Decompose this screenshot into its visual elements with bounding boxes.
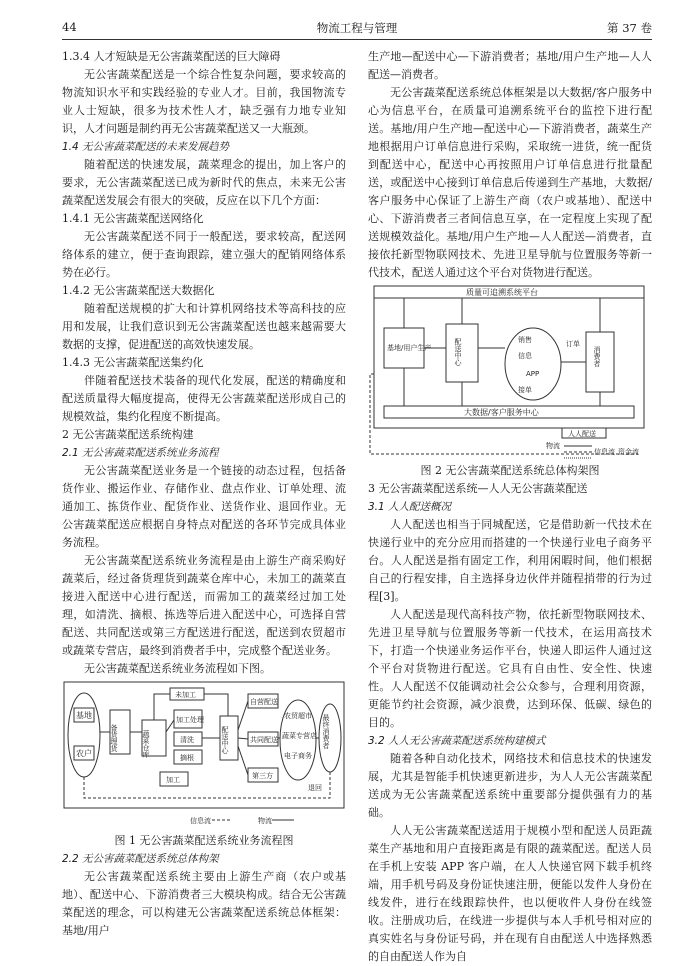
fig1-specialty-label: 蔬菜专营店: [282, 732, 317, 740]
figure-1-diagram: [62, 680, 346, 830]
section-3-1-text-1: 人人配送也相当于同城配送，它是借助新一代技术在快递行业中的充分应用而搭建的一个快递行业电子商务平台。人人配送是指有固定工作，利用闲暇时间，他们根据自己的行程安排，自主选择身边伙伴并随程捎带的行为过程[3]。: [368, 518, 652, 603]
fig2-app-label: APP: [526, 370, 540, 378]
fig1-farmers-market-label: 农贸超市: [284, 712, 312, 720]
fig2-info-label: 信息: [518, 352, 532, 360]
running-header: [62, 20, 652, 36]
figure-1-caption: 图 1 无公害蔬菜配送系统业务流程图: [114, 834, 294, 847]
fig1-base-label: 基地: [76, 711, 92, 720]
figure-2: [368, 284, 652, 480]
section-2-1-text-1: 无公害蔬菜配送业务是一个链接的动态过程，包括备货作业、搬运作业、存储作业、盘点作业、订单处理、流通加工、拣货作业、配货作业、送货作业、退回作业。无公害蔬菜配送应根据自身特点对配送的各环节完成具体业务流程。: [62, 464, 346, 549]
section-1-4-3-title: 1.4.3 无公害蔬菜配送集约化: [62, 356, 204, 369]
section-2-2-title: 2.2 无公害蔬菜配送系统总体构架: [62, 853, 219, 865]
section-3-title: 3 无公害蔬菜配送系统—人人无公害蔬菜配送: [368, 482, 588, 495]
fig2-people-label: 人人配送: [568, 430, 596, 438]
fig1-stock-label: 备货理货: [110, 724, 118, 752]
left-column: [62, 48, 346, 940]
fig1-processed-label: 加工: [166, 776, 180, 784]
fig1-common-label: 共同配送: [250, 736, 278, 744]
fig2-center-ellipse: [505, 328, 561, 400]
fig2-consumer-label: 消费者: [593, 346, 601, 367]
fig1-arrow-3: [166, 720, 174, 732]
fig1-process-label: 加工处理: [176, 716, 204, 724]
fig2-top-label: 质量可追溯系统平台: [466, 288, 538, 297]
fig1-ecommerce-label: 电子商务: [284, 752, 312, 760]
fig2-base-label: 基地/用户生产: [387, 344, 432, 352]
figure-2-diagram: [368, 284, 652, 460]
fig1-self-op-label: 自营配送: [250, 698, 278, 706]
fig1-legend-info: 信息流: [190, 817, 211, 825]
fig2-legend-info: 信息流: [594, 448, 615, 456]
fig1-arrow-9: [238, 746, 248, 775]
fig2-order-label: 订单: [566, 340, 580, 348]
section-2-2-text-2: 无公害蔬菜配送系统总体框架是以大数据/客户服务中心为信息平台，在质量可追溯系统平台的监控下进行配送。基地/用户生产地—配送中心—下游消费者，蔬菜生产地根据用户订单信息进行采购，采取统一进货，统一配货到配送中心，配送中心再按照用户订单信息进行批量配送，或配送中心接到订单信息后传递到生产基地，大数据/客户服务中心保证了上游生产商（农户或基地）、配送中心、下游消费者三者间信息互享，在一定程度上实现了配送规模效益化。基地/用户生产地—人人配送—消费者，直接依托新型物联网技术、先进卫星导航与位置服务等新一代技术，配送人通过这个平台对货物进行配送。: [368, 86, 652, 279]
section-3-1-text-2: 人人配送是现代高科技产物，依托新型物联网技术、先进卫星导航与位置服务等新一代技术，在运用高技术下，打造一个快递业务运作平台，快递人即运件人通过这个平台对货物进行配送。它具有自由性、安全性、快速性。人人配送不仅能调动社会公众参与，合理利用资源，更能节约社会资源，减少浪费，达到环保、低碳、绿色的目的。: [368, 608, 652, 729]
section-2-1-text-2: 无公害蔬菜配送系统业务流程是由上游生产商采购好蔬菜后，经过备货理货到蔬菜仓库中心，未加工的蔬菜直接进入配送中心进行配送，而需加工的蔬菜经过加工处理，如清洗、摘根、拣选等后进入配送中心，可选择自营配送、共同配送或第三方配送进行配送，配送到农贸超市或蔬菜专营店，最终到消费者手中，完成整个配送业务。: [62, 554, 346, 657]
page-number: 44: [62, 20, 77, 34]
section-3-2-text-1: 随着各种自动化技术，网络技术和信息技术的快速发展，尤其是智能手机快速更新进步，为人人无公害蔬菜配送成为无公害蔬菜配送系统中重要部分提供强有力的基础。: [368, 752, 652, 819]
section-1-4-1-text: 无公害蔬菜配送不同于一般配送，要求较高，配送网络体系的建立，便于查询跟踪，建立强大的配销网络体系势在必行。: [62, 230, 346, 279]
section-1-4-title: 1.4 无公害蔬菜配送的未来发展趋势: [62, 141, 230, 153]
fig1-arrow-5: [204, 694, 228, 716]
fig1-unprocessed-label: 未加工: [175, 691, 196, 699]
fig1-dc-label: 配送中心: [221, 726, 229, 754]
fig1-arrow-4: [154, 694, 170, 720]
section-1-4-1-title: 1.4.1 无公害蔬菜配送网络化: [62, 212, 204, 225]
section-1-4-2-text: 随着配送规模的扩大和计算机网络技术等高科技的应用和发展，让我们意识到无公害蔬菜配送也越来越需要大数据的支撑，促进配送的高效快速发展。: [62, 302, 346, 351]
section-1-4-3-text: 伴随着配送技术装备的现代化发展，配送的精确度和配送质量得大幅度提高，使得无公害蔬菜配送形成自己的规模效益，集约化程度不断提高。: [62, 374, 346, 423]
section-1-4-text: 随着配送的快速发展，蔬菜理念的提出，加上客户的要求，无公害蔬菜配送已成为新时代的焦点，未来无公害蔬菜配送发展会有很大的突破，反应在以下几个方面：: [62, 158, 346, 207]
section-1-3-4-text: 无公害蔬菜配送是一个综合性复杂问题，要求较高的物流知识水平和实践经验的专业人才。目前，我国物流专业人士短缺，很多为技术性人才，缺乏强有力地专业知识，人才问题是制约再无公害蔬菜配送又一大瓶颈。: [62, 68, 346, 135]
section-3-1-title: 3.1 人人配送概况: [368, 501, 452, 513]
fig1-producer-ellipse: [68, 693, 100, 777]
fig1-cleaning-label: 清洗: [180, 736, 194, 744]
fig2-dc-box: [446, 324, 478, 382]
fig1-consumer-label: 最终消费者: [322, 714, 330, 749]
section-2-2-text: 无公害蔬菜配送系统主要由上游生产商（农户或基地）、配送中心、下游消费者三大模块构成。结合无公害蔬菜配送的理念，可以构建无公害蔬菜配送系统总体框架：基地/用户: [62, 870, 346, 937]
section-2-1-title: 2.1 无公害蔬菜配送系统业务流程: [62, 447, 219, 459]
fig1-warehouse-label: 蔬菜仓库: [142, 730, 150, 758]
figure-2-caption: 图 2 无公害蔬菜配送系统总体构架图: [420, 464, 600, 477]
figure-1: [62, 680, 346, 850]
section-2-1-text-3: 无公害蔬菜配送系统业务流程如下图。: [84, 662, 271, 675]
fig1-retreat-label: 退回: [308, 784, 322, 792]
section-2-title: 2 无公害蔬菜配送系统构建: [62, 428, 194, 441]
fig2-legend-goods: 物流: [546, 442, 560, 450]
fig2-dc-label: 配送中心: [454, 338, 462, 366]
right-column: [368, 48, 652, 966]
fig2-pickup-label: 接单: [518, 386, 532, 394]
fig1-root-label: 摘根: [180, 754, 194, 762]
journal-name: 物流工程与管理: [316, 21, 398, 35]
header-rule: [62, 39, 652, 40]
volume-label: 第 37 卷: [607, 21, 652, 35]
section-3-2-title: 3.2 人人无公害蔬菜配送系统构建模式: [368, 735, 546, 747]
section-2-2-continued: 生产地—配送中心—下游消费者；基地/用户生产地—人人配送—消费者。: [368, 50, 652, 81]
fig2-legend-money: 资金流: [618, 448, 639, 456]
fig1-return-path: [84, 772, 330, 798]
section-1-3-4-title: 1.3.4 人才短缺是无公害蔬菜配送的巨大障碍: [62, 50, 281, 63]
section-3-2-text-2: 人人无公害蔬菜配送适用于规模小型和配送人员距蔬菜生产基地和用户直接距离是有限的蔬菜配送。配送人员在手机上安装 APP 客户端，在人人快递官网下载手机终端，用手机号码及身份证快速注册，便能以发件人身份在线发件，进行在线跟踪快件，也以便收件人身份在线签收。注册成功后，在线进一步提供与本人手机号相对应的真实姓名与身份证号码，并在现有自由配送人中选择熟悉的自由配送人作为自: [368, 824, 652, 963]
fig2-sales-label: 销售: [518, 336, 532, 344]
fig1-arrow-7: [238, 701, 248, 730]
fig1-arrow-8: [238, 738, 248, 739]
fig2-bigdata-label: 大数据/客户服务中心: [464, 408, 539, 417]
fig1-third-label: 第三方: [252, 772, 273, 780]
fig1-legend-goods: 物流: [258, 817, 272, 825]
section-1-4-2-title: 1.4.2 无公害蔬菜配送大数据化: [62, 284, 215, 297]
fig1-farmer-label: 农户: [76, 749, 92, 758]
